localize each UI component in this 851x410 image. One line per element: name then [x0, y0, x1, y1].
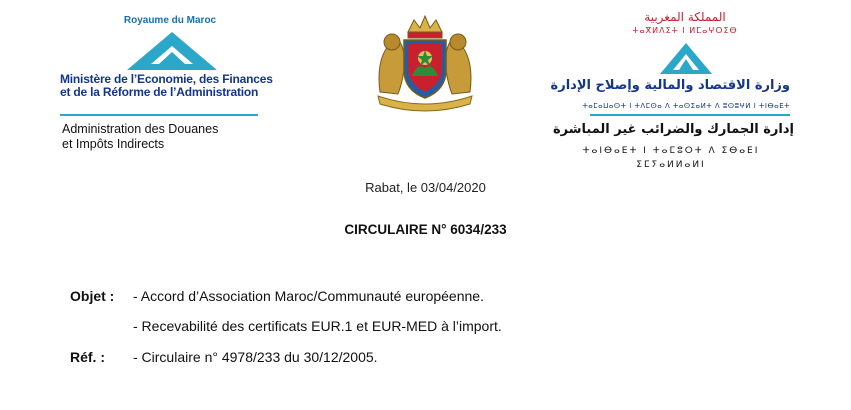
- document-date: Rabat, le 03/04/2020: [365, 180, 486, 195]
- ministry-name-fr: Ministère de l’Economie, des Finances et de la Réforme de l’Administration: [60, 72, 273, 99]
- ministry-triangle-icon-ar: [658, 42, 714, 78]
- ministry-logo-fr: [48, 10, 278, 160]
- circular-title: CIRCULAIRE N° 6034/233: [344, 222, 507, 237]
- administration-name-ar: إدارة الجمارك والضرائب غير المباشرة: [552, 122, 794, 137]
- reference-line: - Circulaire n° 4978/233 du 30/12/2005.: [133, 349, 378, 365]
- reference-label: Réf. :: [70, 349, 105, 365]
- ministry-triangle-icon: [123, 30, 221, 72]
- moroccan-coat-of-arms-icon: [370, 12, 480, 112]
- kingdom-label-fr: Royaume du Maroc: [123, 15, 217, 26]
- kingdom-label-ar: المملكة المغربية: [644, 10, 726, 24]
- header-divider: [60, 114, 258, 116]
- administration-name-fr: Administration des Douanes et Impôts Indirects: [62, 122, 219, 151]
- objet-label: Objet :: [70, 288, 115, 304]
- objet-line: - Accord d’Association Maroc/Communauté européenne.: [133, 288, 484, 304]
- kingdom-label-tifinagh: ⵜⴰⴳⵍⴷⵉⵜ ⵏ ⵍⵎⴰⵖⵔⵉⴱ: [632, 26, 738, 35]
- ministry-name-ar: وزارة الاقتصاد والمالية وإصلاح الإدارة: [550, 78, 790, 93]
- ministry-name-tifinagh: ⵜⴰⵎⴰⵡⴰⵙⵜ ⵏ ⵜⴷⵎⵙⴰ ⴷ ⵜⴰⵙⵉⴰⵍⵜ ⴷ ⵓⵙⵓⵖⵍ ⵏ ⵜⵏⴱⴰⴹⵜ: [582, 102, 790, 110]
- header-divider-ar: [590, 114, 790, 116]
- administration-name-tifinagh: ⵜⴰⵏⴱⴰⴹⵜ ⵏ ⵜⴰⵎⵓⵔⵜ ⴷ ⵉⴱⴰⴹⵏ ⵉⵎⵢⴰⵍⵍⴰⵍⵏ: [582, 146, 760, 170]
- ministry-logo-ar: [550, 8, 820, 178]
- objet-line: - Recevabilité des certificats EUR.1 et EUR-MED à l’import.: [133, 318, 502, 334]
